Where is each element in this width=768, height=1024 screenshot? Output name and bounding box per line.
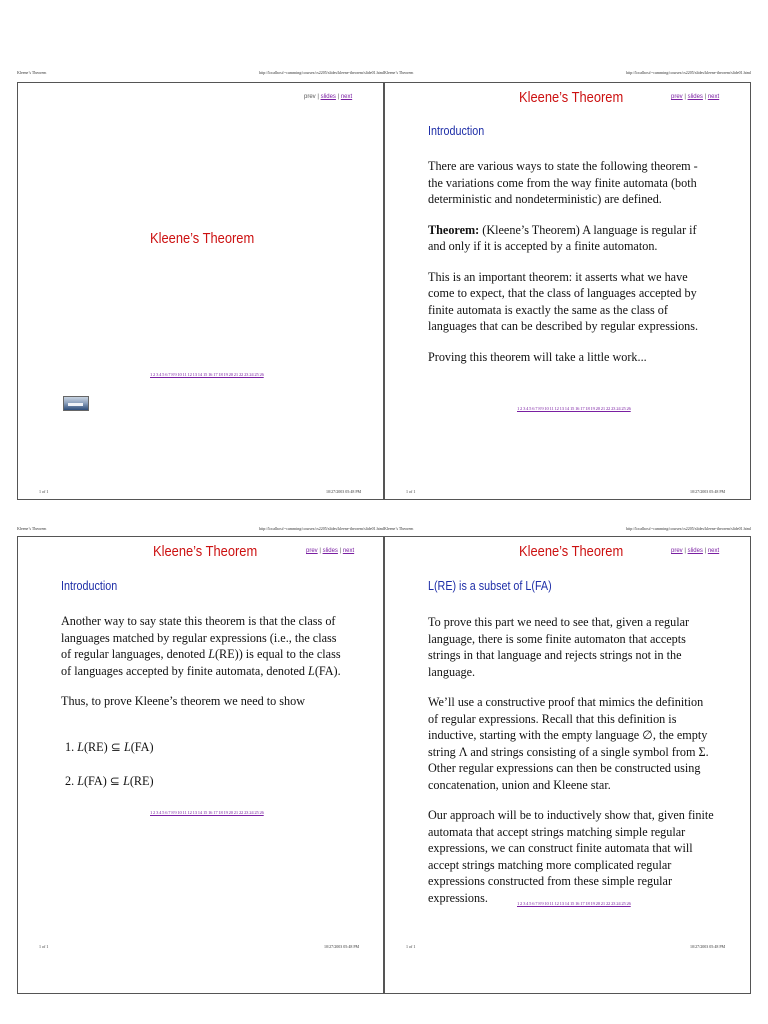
section-heading: L(RE) is a subset of L(FA) <box>428 579 552 593</box>
slide-body <box>428 158 710 379</box>
slide-nav <box>306 548 354 554</box>
prev-link[interactable]: prev <box>671 548 683 554</box>
next-link[interactable]: next <box>707 94 720 100</box>
list-text: (FA) <box>130 740 154 754</box>
slide-title: Kleene’s Theorem <box>150 230 255 247</box>
print-header-title: Kleene’s Theorem <box>384 526 414 531</box>
list-text: (RE) ⊆ <box>83 740 124 754</box>
next-link[interactable]: next <box>340 94 353 100</box>
nav-separator: | <box>335 94 341 100</box>
print-footer-date: 10/27/2003 05:48 PM <box>690 944 726 949</box>
math-L: L <box>123 740 131 754</box>
print-header-url: http://localhost/~cumming/courses/cs2205/slides/kleene-theorem/slide01.html <box>625 526 751 531</box>
list-item <box>65 773 154 789</box>
paragraph: We’ll use a constructive proof that mimics the definition of regular expressions. Recall that this definition is inductive, starting with the empty language ∅, the empty string Λ and strings consisting of a single symbol from Σ. Other regular expressions can then be constructed using concatenation, union and Kleene star. <box>428 695 709 792</box>
slide-frame <box>17 82 384 500</box>
theorem-text: (Kleene’s Theorem) A language is regular if and only if it is accepted by a finite automaton. <box>428 222 697 253</box>
slide-frame <box>384 536 751 994</box>
next-link[interactable]: next <box>707 548 720 554</box>
slide-nav <box>671 94 719 100</box>
next-link[interactable]: next <box>342 548 355 554</box>
nav-separator: | <box>682 548 688 554</box>
print-footer-date: 10/27/2003 05:48 PM <box>324 944 360 949</box>
print-footer-page: 1 of 1 <box>406 489 416 494</box>
nav-separator: | <box>315 94 321 100</box>
list-item <box>65 739 154 755</box>
print-header-url: http://localhost/~cumming/courses/cs2205/slides/kleene-theorem/slide01.html <box>258 526 384 531</box>
page-3 <box>17 526 384 956</box>
section-heading: Introduction <box>428 124 485 138</box>
print-footer-date: 10/27/2003 05:48 PM <box>690 489 726 494</box>
slide-nav <box>671 548 719 554</box>
theorem-label: Theorem: <box>428 222 480 237</box>
slide-frame <box>384 82 751 500</box>
print-header-url: http://localhost/~cumming/courses/cs2205/slides/kleene-theorem/slide01.html <box>258 70 384 75</box>
slide-number-links[interactable]: 1 2 3 4 5 6 7 8 9 10 11 12 13 14 15 16 17 18 19 20 21 22 23 24 25 26 <box>150 372 264 377</box>
slide-title: Kleene’s Theorem <box>153 543 258 560</box>
paragraph: Our approach will be to inductively show that, given finite automata that accept strings matching simple regular expressions, we can construct finite automata that will accept strings matching more complicated regular expressions constructed from these simple regular expressions. <box>428 808 714 905</box>
slides-link[interactable]: slides <box>322 548 338 554</box>
prev-link-text: prev <box>304 94 316 100</box>
nav-separator: | <box>702 548 708 554</box>
print-header-title: Kleene’s Theorem <box>384 70 414 75</box>
list-text: (FA) ⊆ <box>83 774 124 788</box>
nav-separator: | <box>702 94 708 100</box>
slide-nav <box>304 94 352 100</box>
paragraph-part: (RE)) is equal to the class of languages accepted by finite automata, denoted <box>61 647 341 678</box>
print-header-title: Kleene’s Theorem <box>17 526 47 531</box>
print-footer-page: 1 of 1 <box>39 489 49 494</box>
slide-number-links[interactable]: 1 2 3 4 5 6 7 8 9 10 11 12 13 14 15 16 17 18 19 20 21 22 23 24 25 26 <box>517 406 631 411</box>
paragraph: Thus, to prove Kleene’s theorem we need to show <box>61 694 306 708</box>
nav-separator: | <box>682 94 688 100</box>
slide-number-links[interactable]: 1 2 3 4 5 6 7 8 9 10 11 12 13 14 15 16 17 18 19 20 21 22 23 24 25 26 <box>517 901 631 906</box>
prev-link[interactable]: prev <box>671 94 683 100</box>
print-footer-page: 1 of 1 <box>39 944 49 949</box>
list-text: (RE) <box>129 774 154 788</box>
math-L: L <box>77 740 84 754</box>
slide-body <box>428 614 716 920</box>
print-footer-date: 10/27/2003 05:48 PM <box>326 489 362 494</box>
slides-link[interactable]: slides <box>320 94 336 100</box>
section-heading: Introduction <box>61 579 118 593</box>
paragraph: Proving this theorem will take a little work... <box>428 349 647 364</box>
paragraph-part: Another way to say state this theorem is that the class of languages matched by regular expressions (i.e., the class of regular languages, denoted <box>61 614 337 661</box>
paragraph: This is an important theorem: it asserts what we have come to expect, that the class of languages accepted by finite automata is exactly the same as the class of languages that can be described by regular expressions. <box>428 269 699 333</box>
paragraph <box>428 222 710 255</box>
slide-body <box>61 613 349 724</box>
page-2 <box>384 70 751 500</box>
paragraph: There are various ways to state the following theorem - the variations come from the way finite automata (both deterministic and nondeterministic) are defined. <box>428 159 698 206</box>
page-4 <box>384 526 751 994</box>
nav-separator: | <box>337 548 343 554</box>
paragraph: To prove this part we need to see that, given a regular language, there is some finite automaton that accepts strings in that language and rejects strings not in the language. <box>428 615 690 679</box>
slide-number-links[interactable]: 1 2 3 4 5 6 7 8 9 10 11 12 13 14 15 16 17 18 19 20 21 22 23 24 25 26 <box>150 810 264 815</box>
logo-image <box>63 396 89 411</box>
paragraph-part: (FA). <box>314 663 341 678</box>
math-L: L <box>123 774 130 788</box>
list-number: 1. <box>65 740 78 754</box>
nav-separator: | <box>317 548 323 554</box>
math-L: L <box>208 647 215 661</box>
math-L: L <box>308 663 315 678</box>
slides-link[interactable]: slides <box>687 548 703 554</box>
paragraph <box>61 613 349 679</box>
print-header-url: http://localhost/~cumming/courses/cs2205/slides/kleene-theorem/slide01.html <box>625 70 751 75</box>
prev-link[interactable]: prev <box>306 548 318 554</box>
slides-link[interactable]: slides <box>687 94 703 100</box>
slide-title: Kleene’s Theorem <box>519 543 624 560</box>
page-1 <box>17 70 384 500</box>
print-header-title: Kleene’s Theorem <box>17 70 47 75</box>
slide-title: Kleene’s Theorem <box>519 89 624 106</box>
list-number: 2. <box>65 774 78 788</box>
print-footer-page: 1 of 1 <box>406 944 416 949</box>
slide-frame <box>17 536 384 994</box>
math-L: L <box>77 774 84 788</box>
